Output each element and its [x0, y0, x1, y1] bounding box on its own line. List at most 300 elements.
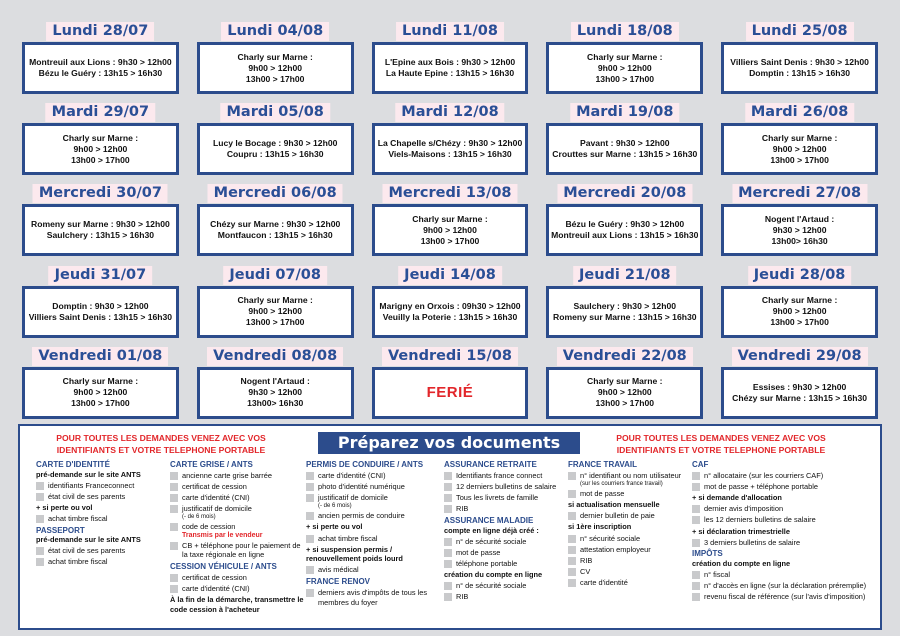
- schedule-line: Chézy sur Marne : 13h15 > 16h30: [732, 392, 868, 403]
- checkbox-icon[interactable]: [444, 483, 452, 491]
- section-heading: FRANCE RENOV: [306, 576, 371, 586]
- section-subheading: création du compte en ligne: [692, 558, 791, 568]
- schedule-line: L'Epine aux Bois : 9h30 > 12h00: [384, 57, 516, 67]
- checklist-text-wrap: [318, 511, 405, 521]
- schedule-cell: [368, 345, 533, 426]
- checkbox-icon[interactable]: [568, 568, 576, 576]
- schedule-cell: [717, 264, 882, 345]
- schedule-cell: [193, 101, 358, 182]
- checklist-text-wrap: [456, 548, 500, 558]
- checklist-item: [306, 471, 442, 481]
- schedule-line: Bézu le Guéry : 9h30 > 12h00: [565, 219, 685, 230]
- checklist-text-wrap: [704, 515, 816, 525]
- checklist-text: mot de passe: [580, 489, 625, 499]
- checklist-text-wrap: [704, 581, 866, 591]
- checklist-text-wrap: [580, 567, 590, 577]
- checklist-item: [36, 492, 162, 502]
- checklist-item: [692, 538, 878, 548]
- checklist-text-wrap: [318, 565, 359, 575]
- checklist-text: n° de sécurité sociale: [456, 536, 527, 546]
- checklist-text: justificatif de domicile: [182, 504, 252, 514]
- day-label: Jeudi 21/08: [573, 266, 677, 285]
- schedule-cell: [18, 101, 183, 182]
- checkbox-icon[interactable]: [568, 490, 576, 498]
- checkbox-icon[interactable]: [692, 593, 700, 601]
- schedule-cell: [717, 101, 882, 182]
- schedule-line: Bézu le Guéry : 13h15 > 16h30: [38, 68, 163, 78]
- checklist-text: attestation employeur: [580, 544, 651, 554]
- checklist-item: [444, 482, 568, 492]
- checklist-text-wrap: [580, 511, 655, 521]
- section-heading: CARTE GRISE / ANTS: [170, 460, 253, 469]
- schedule-box: [372, 123, 529, 175]
- schedule-line: 13h00> 16h30: [771, 235, 828, 246]
- checklist-item: [444, 504, 568, 514]
- banner-left: POUR TOUTES LES DEMANDES VENEZ AVEC VOS IDENTIFIANTS ET VOTRE TELEPHONE PORTABLE: [56, 433, 266, 455]
- banner-right: POUR TOUTES LES DEMANDES VENEZ AVEC VOS IDENTIFIANTS ET VOTRE TELEPHONE PORTABLE: [616, 433, 826, 455]
- checkbox-icon[interactable]: [170, 585, 178, 593]
- checklist-item: [692, 471, 878, 481]
- checklist-text: carte d'identité (CNI): [182, 493, 250, 503]
- checklist-text-wrap: [182, 504, 252, 521]
- checkbox-icon[interactable]: [306, 483, 314, 491]
- checklist-text-wrap: [182, 493, 250, 503]
- schedule-line: 9h30 > 12h00: [248, 387, 303, 398]
- checkbox-icon[interactable]: [444, 472, 452, 480]
- schedule-box: [546, 367, 703, 419]
- schedule-line: 9h30 > 12h00: [772, 224, 827, 235]
- schedule-line: Charly sur Marne :: [761, 132, 838, 143]
- schedule-box: [372, 42, 529, 94]
- schedule-box: [372, 367, 529, 419]
- schedule-cell: [18, 20, 183, 101]
- section-heading: PASSEPORT: [36, 525, 85, 535]
- checklist-item: [568, 556, 690, 566]
- checklist-text: état civil de ses parents: [48, 546, 126, 556]
- checkbox-icon[interactable]: [692, 539, 700, 547]
- checkbox-icon[interactable]: [568, 512, 576, 520]
- checkbox-icon[interactable]: [306, 512, 314, 520]
- checklist-text: n° sécurité sociale: [580, 533, 641, 543]
- column-caf-taxes: [692, 458, 878, 603]
- checklist-text-wrap: [182, 482, 247, 492]
- day-label: Mercredi 30/07: [33, 184, 168, 203]
- checklist-text-wrap: [580, 545, 651, 555]
- checkbox-icon[interactable]: [170, 472, 178, 480]
- schedule-box: [197, 123, 354, 175]
- schedule-line: Villiers Saint Denis : 13h15 > 16h30: [28, 311, 173, 322]
- checklist-item: [692, 482, 878, 492]
- checkbox-icon[interactable]: [568, 557, 576, 565]
- section-subheading: si 1ère inscription: [568, 522, 632, 532]
- checkbox-icon[interactable]: [444, 538, 452, 546]
- day-label: Vendredi 15/08: [382, 347, 518, 366]
- section-subheading: À la fin de la démarche, transmettre le code cession à l'acheteur: [170, 595, 304, 614]
- checklist-item: [444, 537, 568, 547]
- checklist-text-wrap: [48, 557, 108, 567]
- checklist-text-wrap: [580, 578, 628, 588]
- schedule-box: [546, 204, 703, 256]
- checklist-text-wrap: [704, 570, 730, 580]
- schedule-line: Nogent l'Artaud :: [764, 213, 835, 224]
- schedule-line: Chézy sur Marne : 9h30 > 12h00: [210, 219, 341, 230]
- schedule-line: 13h00 > 17h00: [770, 154, 829, 165]
- checkbox-icon[interactable]: [444, 582, 452, 590]
- checklist-text-wrap: [318, 588, 442, 607]
- day-label: Lundi 18/08: [571, 22, 679, 41]
- checklist-text: état civil de ses parents: [48, 491, 126, 501]
- checklist-item: [306, 565, 442, 575]
- schedule-line: Montfaucon : 13h15 > 16h30: [217, 230, 333, 241]
- schedule-box: [372, 286, 529, 338]
- checklist-text: carte d'identité (CNI): [182, 583, 250, 593]
- schedule-cell: [368, 20, 533, 101]
- day-label: Mardi 05/08: [220, 103, 329, 122]
- section-subheading: + si suspension permis / renouvellement poids lourd: [306, 544, 403, 564]
- checkbox-icon[interactable]: [170, 505, 178, 513]
- schedule-cell: [18, 182, 183, 263]
- section-heading: ASSURANCE RETRAITE: [444, 460, 537, 469]
- checklist-text: code de cession: [182, 522, 236, 532]
- schedule-line: 13h00 > 17h00: [595, 73, 655, 84]
- section-subheading: pré-demande sur le site ANTS: [36, 469, 141, 479]
- section-subheading: + si perte ou vol: [36, 502, 93, 512]
- schedule-line: Saulchery : 9h30 > 12h00: [573, 300, 677, 311]
- checklist-item: [568, 471, 690, 488]
- checklist-item: [444, 559, 568, 569]
- checklist-text-wrap: [704, 592, 865, 602]
- schedule-line: Charly sur Marne :: [237, 51, 313, 62]
- checkbox-icon[interactable]: [692, 516, 700, 524]
- schedule-line: 9h00 > 12h00: [423, 224, 477, 235]
- checkbox-icon[interactable]: [170, 542, 178, 550]
- checkbox-icon[interactable]: [444, 494, 452, 502]
- checkbox-icon[interactable]: [306, 535, 314, 543]
- checklist-item: [306, 493, 442, 510]
- schedule-line: Coupru : 13h15 > 16h30: [226, 149, 324, 160]
- section-subheading: compte en ligne déjà créé :: [444, 525, 539, 535]
- checkbox-icon[interactable]: [306, 589, 314, 597]
- schedule-cell: [193, 264, 358, 345]
- day-label: Mercredi 20/08: [557, 184, 692, 203]
- checklist-note: (- de 6 mois): [318, 502, 352, 509]
- checklist-text: Tous les livrets de famille: [456, 493, 539, 503]
- checkbox-icon[interactable]: [444, 505, 452, 513]
- checkbox-icon[interactable]: [36, 482, 44, 490]
- schedule-line: Charly sur Marne :: [62, 376, 139, 387]
- schedule-line: Villiers Saint Denis : 9h30 > 12h00: [730, 57, 869, 67]
- checklist-item: [36, 546, 162, 556]
- schedule-line: 13h00 > 17h00: [71, 154, 130, 165]
- section-heading: ASSURANCE MALADIE: [444, 515, 534, 525]
- checklist-text-wrap: [456, 559, 517, 569]
- checkbox-icon[interactable]: [444, 560, 452, 568]
- schedule-cell: [717, 20, 882, 101]
- checklist-text-wrap: [580, 489, 624, 499]
- checklist-text: carte d'identité (CNI): [318, 471, 386, 481]
- checklist-text-wrap: [580, 471, 681, 488]
- schedule-line: 13h00> 16h30: [247, 398, 304, 409]
- checklist-text-wrap: [182, 522, 263, 539]
- checklist-item: [692, 592, 878, 602]
- column-identity: [36, 458, 162, 568]
- column-france-travail: [568, 458, 690, 589]
- checklist-text: achat timbre fiscal: [48, 557, 108, 567]
- schedule-line: Montreuil aux Lions : 13h15 > 16h30: [551, 230, 699, 241]
- day-label: Mardi 12/08: [395, 103, 504, 122]
- schedule-line: Charly sur Marne :: [62, 132, 139, 143]
- checklist-text: photo d'identité numérique: [318, 482, 405, 492]
- checkbox-icon[interactable]: [568, 579, 576, 587]
- checklist-text: mot de passe: [456, 547, 501, 557]
- checklist-text-wrap: [318, 493, 388, 510]
- checklist-item: [692, 515, 878, 525]
- checklist-text-wrap: [182, 541, 304, 560]
- schedule-box: [197, 204, 354, 256]
- section-subheading: + si perte ou vol: [306, 522, 363, 532]
- schedule-cell: [542, 101, 707, 182]
- checkbox-icon[interactable]: [568, 472, 576, 480]
- checklist-item: [170, 471, 304, 481]
- section-heading: FRANCE TRAVAIL: [568, 460, 638, 469]
- checkbox-icon[interactable]: [170, 494, 178, 502]
- checklist-text: RIB: [580, 555, 593, 565]
- schedule-line: 9h00 > 12h00: [597, 62, 652, 73]
- checklist-text-wrap: [456, 482, 556, 492]
- checklist-text-wrap: [48, 514, 108, 524]
- schedule-line: 9h00 > 12h00: [597, 387, 652, 398]
- section-heading: IMPÔTS: [692, 549, 723, 559]
- schedule-line: 13h00 > 17h00: [71, 398, 130, 409]
- checklist-item: [306, 511, 442, 521]
- schedule-box: [22, 42, 179, 94]
- section-heading: CESSION VÉHICULE / ANTS: [170, 561, 277, 571]
- checklist-item: [568, 578, 690, 588]
- schedule-box: [22, 123, 179, 175]
- day-label: Mardi 26/08: [745, 103, 854, 122]
- checklist-text-wrap: [182, 584, 250, 594]
- checklist-item: [170, 584, 304, 594]
- day-label: Vendredi 29/08: [732, 347, 868, 366]
- schedule-line: 9h00 > 12h00: [73, 143, 128, 154]
- checklist-text-wrap: [704, 504, 783, 514]
- schedule-box: [197, 286, 354, 338]
- schedule-cell: [368, 101, 533, 182]
- checklist-text: achat timbre fiscal: [48, 513, 108, 523]
- schedule-cell: [542, 182, 707, 263]
- schedule-cell: [542, 20, 707, 101]
- checklist-warning: Transmis par le vendeur: [182, 532, 263, 540]
- day-label: Jeudi 14/08: [398, 266, 502, 285]
- checklist-text: ancienne carte grise barrée: [182, 471, 272, 481]
- checklist-text: identifiants Franceconnect: [48, 480, 135, 490]
- day-label: Mardi 19/08: [570, 103, 679, 122]
- day-label: Vendredi 08/08: [207, 347, 343, 366]
- checkbox-icon[interactable]: [170, 523, 178, 531]
- checkbox-icon[interactable]: [692, 582, 700, 590]
- checkbox-icon[interactable]: [444, 593, 452, 601]
- checklist-text: dernier avis d'imposition: [704, 504, 784, 514]
- schedule-cell: [542, 264, 707, 345]
- checklist-item: [170, 573, 304, 583]
- checklist-item: [568, 567, 690, 577]
- schedule-line: 13h00 > 17h00: [770, 317, 829, 328]
- schedule-box: [721, 367, 878, 419]
- checklist-text: derniers avis d'impôts de tous les membres du foyer: [318, 588, 428, 607]
- checklist-text: certificat de cession: [182, 572, 247, 582]
- checklist-text-wrap: [318, 471, 386, 481]
- schedule-box: [546, 123, 703, 175]
- schedule-line: Domptin : 13h15 > 16h30: [749, 68, 851, 78]
- checkbox-icon[interactable]: [170, 483, 178, 491]
- column-retirement-health: [444, 458, 568, 603]
- checklist-text: CV: [580, 566, 591, 576]
- checklist-text: dernier bulletin de paie: [580, 511, 655, 521]
- checkbox-icon[interactable]: [36, 493, 44, 501]
- schedule-box: [546, 42, 703, 94]
- schedule-box: [721, 204, 878, 256]
- schedule-cell: [542, 345, 707, 426]
- schedule-line: Viels-Maisons : 13h15 > 16h30: [388, 149, 512, 160]
- day-label: Lundi 25/08: [746, 22, 854, 41]
- checklist-text-wrap: [318, 482, 405, 492]
- checklist-item: [170, 493, 304, 503]
- checklist-item: [692, 581, 878, 591]
- schedule-cell: [193, 345, 358, 426]
- checklist-text-wrap: [456, 504, 468, 514]
- schedule-line: 13h00 > 17h00: [245, 73, 305, 84]
- checklist-text: téléphone portable: [456, 558, 518, 568]
- schedule-line: La Chapelle s/Chézy : 9h30 > 12h00: [377, 138, 523, 149]
- schedule-cell: [368, 264, 533, 345]
- checkbox-icon[interactable]: [306, 472, 314, 480]
- checklist-note: (sur les courriers france travail): [580, 480, 663, 487]
- schedule-cell: [717, 345, 882, 426]
- checkbox-icon[interactable]: [568, 546, 576, 554]
- checklist-text: RIB: [456, 592, 469, 602]
- documents-panel: [18, 424, 882, 630]
- checkbox-icon[interactable]: [568, 535, 576, 543]
- checkbox-icon[interactable]: [36, 515, 44, 523]
- checklist-item: [444, 493, 568, 503]
- day-label: Jeudi 31/07: [49, 266, 153, 285]
- checklist-item: [692, 570, 878, 580]
- schedule-line: Pavant : 9h30 > 12h00: [580, 138, 670, 149]
- checklist-item: [170, 504, 304, 521]
- schedule-line: 13h00 > 17h00: [420, 235, 480, 246]
- schedule-line: Charly sur Marne :: [412, 213, 488, 224]
- schedule-box: [372, 204, 529, 256]
- schedule-line: Romeny sur Marne : 13h15 > 16h30: [553, 311, 697, 322]
- schedule-box: [721, 123, 878, 175]
- day-label: Lundi 04/08: [221, 22, 329, 41]
- checklist-item: [692, 504, 878, 514]
- checklist-item: [306, 534, 442, 544]
- checklist-text: n° identifiant ou nom utilisateur: [580, 471, 682, 481]
- checkbox-icon[interactable]: [306, 566, 314, 574]
- checklist-note: (- de 6 mois): [182, 513, 216, 520]
- checkbox-icon[interactable]: [36, 547, 44, 555]
- checklist-text: ancien permis de conduire: [318, 511, 405, 521]
- day-label: Vendredi 01/08: [32, 347, 168, 366]
- checklist-text: n° fiscal: [704, 569, 730, 579]
- day-label: Jeudi 07/08: [223, 266, 327, 285]
- checklist-item: [444, 471, 568, 481]
- checkbox-icon[interactable]: [692, 505, 700, 513]
- schedule-box: [197, 367, 354, 419]
- day-label: Jeudi 28/08: [748, 266, 852, 285]
- checklist-item: [36, 481, 162, 491]
- day-label: Mercredi 27/08: [732, 184, 867, 203]
- checklist-text-wrap: [48, 481, 134, 491]
- checklist-text-wrap: [456, 537, 526, 547]
- section-heading: PERMIS DE CONDUIRE / ANTS: [306, 460, 424, 469]
- schedule-line: 9h00 > 12h00: [772, 306, 827, 317]
- schedule-box: [721, 42, 878, 94]
- checklist-text: n° de sécurité sociale: [456, 581, 527, 591]
- schedule-line: Romeny sur Marne : 9h30 > 12h00: [31, 219, 170, 230]
- section-subheading: si actualisation mensuelle: [568, 500, 660, 510]
- checklist-text: carte d'identité: [580, 577, 628, 587]
- schedule-line: 13h00 > 17h00: [595, 398, 655, 409]
- schedule-box: [22, 204, 179, 256]
- checklist-item: [170, 482, 304, 492]
- schedule-line: Essises : 9h30 > 12h00: [752, 381, 847, 392]
- day-label: Lundi 28/07: [46, 22, 154, 41]
- checklist-item: [568, 534, 690, 544]
- checklist-text: RIB: [456, 504, 469, 514]
- checkbox-icon[interactable]: [692, 483, 700, 491]
- checklist-text-wrap: [48, 546, 125, 556]
- checklist-item: [36, 514, 162, 524]
- day-label: Mardi 29/07: [46, 103, 155, 122]
- checklist-item: [306, 588, 442, 607]
- schedule-line: Lucy le Bocage : 9h30 > 12h00: [212, 138, 338, 149]
- checklist-text: certificat de cession: [182, 482, 247, 492]
- schedule-line: Marigny en Orxois : 09h30 > 12h00: [379, 300, 521, 311]
- checklist-text: les 12 derniers bulletins de salaire: [704, 515, 816, 525]
- checkbox-icon[interactable]: [444, 549, 452, 557]
- schedule-line: Saulchery : 13h15 > 16h30: [46, 230, 155, 241]
- checkbox-icon[interactable]: [692, 571, 700, 579]
- checklist-text: mot de passe + téléphone portable: [704, 482, 819, 492]
- checklist-text: n° d'accès en ligne (sur la déclaration préremplie): [704, 581, 867, 591]
- schedule-line: Charly sur Marne :: [237, 295, 313, 306]
- day-label: Mercredi 06/08: [208, 184, 343, 203]
- checklist-item: [568, 545, 690, 555]
- checklist-text-wrap: [704, 482, 818, 492]
- checkbox-icon[interactable]: [306, 494, 314, 502]
- schedule-line: Nogent l'Artaud :: [240, 376, 310, 387]
- checklist-text-wrap: [456, 471, 542, 481]
- schedule-cell: [18, 264, 183, 345]
- checklist-text: 12 derniers bulletins de salaire: [456, 482, 557, 492]
- checkbox-icon[interactable]: [692, 472, 700, 480]
- checklist-item: [568, 489, 690, 499]
- checkbox-icon[interactable]: [170, 574, 178, 582]
- checkbox-icon[interactable]: [36, 558, 44, 566]
- checklist-text: revenu fiscal de référence (sur l'avis d'imposition): [704, 592, 866, 602]
- section-subheading: + si demande d'allocation: [692, 493, 782, 503]
- schedule-box: [22, 367, 179, 419]
- section-heading: CAF: [692, 460, 709, 469]
- schedule-line: La Haute Epine : 13h15 > 16h30: [385, 68, 515, 78]
- checklist-text: CB + téléphone pour le paiement de la taxe régionale en ligne: [182, 540, 301, 560]
- checklist-item: [36, 557, 162, 567]
- checklist-text-wrap: [704, 471, 823, 481]
- schedule-line: Domptin : 9h30 > 12h00: [52, 300, 149, 311]
- checklist-item: [170, 541, 304, 560]
